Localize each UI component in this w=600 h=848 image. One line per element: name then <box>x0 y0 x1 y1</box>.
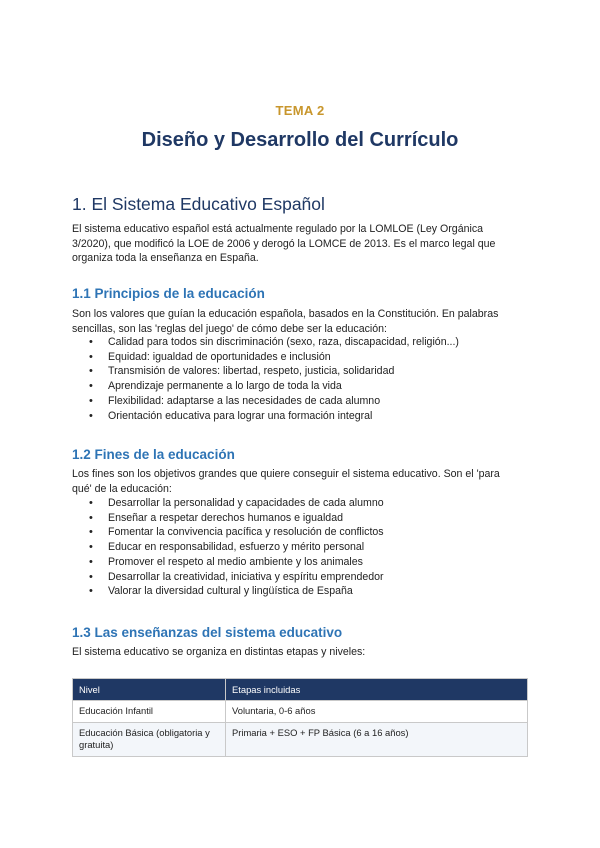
paragraph-line: sencillas, son las 'reglas del juego' de cómo debe ser la educación: <box>72 322 387 335</box>
list-item: • Calidad para todos sin discriminación (sexo, raza, discapacidad, religión...) <box>72 335 459 350</box>
list-item: • Orientación educativa para lograr una formación integral <box>72 409 459 424</box>
section-heading-1: 1. El Sistema Educativo Español <box>72 194 325 214</box>
principles-list <box>72 335 459 423</box>
table-cell: Voluntaria, 0-6 años <box>226 701 528 723</box>
topic-label: TEMA 2 <box>275 103 325 118</box>
list-item: • Promover el respeto al medio ambiente y los animales <box>72 555 384 570</box>
table-row <box>73 701 528 723</box>
education-levels-table <box>72 678 528 757</box>
paragraph-line: qué' de la educación: <box>72 482 172 495</box>
table-cell: Educación Infantil <box>73 701 226 723</box>
list-item: • Equidad: igualdad de oportunidades e inclusión <box>72 350 459 365</box>
section-1-intro <box>72 222 528 266</box>
list-item: • Enseñar a respetar derechos humanos e igualdad <box>72 511 384 526</box>
paragraph-line: El sistema educativo español está actualmente regulado por la LOMLOE (Ley Orgánica <box>72 223 484 235</box>
document-title: Diseño y Desarrollo del Currículo <box>141 129 459 151</box>
paragraph-line: Son los valores que guían la educación española, basados en la Constitución. En palabras <box>72 308 499 320</box>
table-cell: Primaria + ESO + FP Básica (6 a 16 años) <box>226 722 528 756</box>
section-heading-1-2: 1.2 Fines de la educación <box>72 447 235 462</box>
paragraph-line: Los fines son los objetivos grandes que quiere conseguir el sistema educativo. Son el 'para <box>72 468 500 480</box>
section-heading-1-3: 1.3 Las enseñanzas del sistema educativo <box>72 625 343 640</box>
aims-list <box>72 496 384 599</box>
section-1-1-intro <box>72 307 528 336</box>
list-item: • Transmisión de valores: libertad, respeto, justicia, solidaridad <box>72 364 459 379</box>
list-item: • Desarrollar la creatividad, iniciativa y espíritu emprendedor <box>72 570 384 585</box>
section-heading-1-1: 1.1 Principios de la educación <box>72 286 265 301</box>
list-item: • Flexibilidad: adaptarse a las necesidades de cada alumno <box>72 394 459 409</box>
table-header-cell: Nivel <box>73 679 226 701</box>
table-header-row <box>73 679 528 701</box>
section-1-3-intro: El sistema educativo se organiza en distintas etapas y niveles: <box>72 646 366 658</box>
table-row <box>73 722 528 756</box>
table-header-cell: Etapas incluidas <box>226 679 528 701</box>
paragraph-line: organiza toda la enseñanza en España. <box>72 252 259 264</box>
list-item: • Aprendizaje permanente a lo largo de toda la vida <box>72 379 459 394</box>
list-item: • Educar en responsabilidad, esfuerzo y mérito personal <box>72 540 384 555</box>
section-1-2-intro <box>72 467 528 496</box>
list-item: • Valorar la diversidad cultural y lingüística de España <box>72 584 384 599</box>
table-cell: Educación Básica (obligatoria y gratuita) <box>73 722 226 756</box>
list-item: • Desarrollar la personalidad y capacidades de cada alumno <box>72 496 384 511</box>
list-item: • Fomentar la convivencia pacífica y resolución de conflictos <box>72 525 384 540</box>
paragraph-line: 3/2020), que modificó la LOE de 2006 y derogó la LOMCE de 2013. Es el marco legal que <box>72 237 496 250</box>
